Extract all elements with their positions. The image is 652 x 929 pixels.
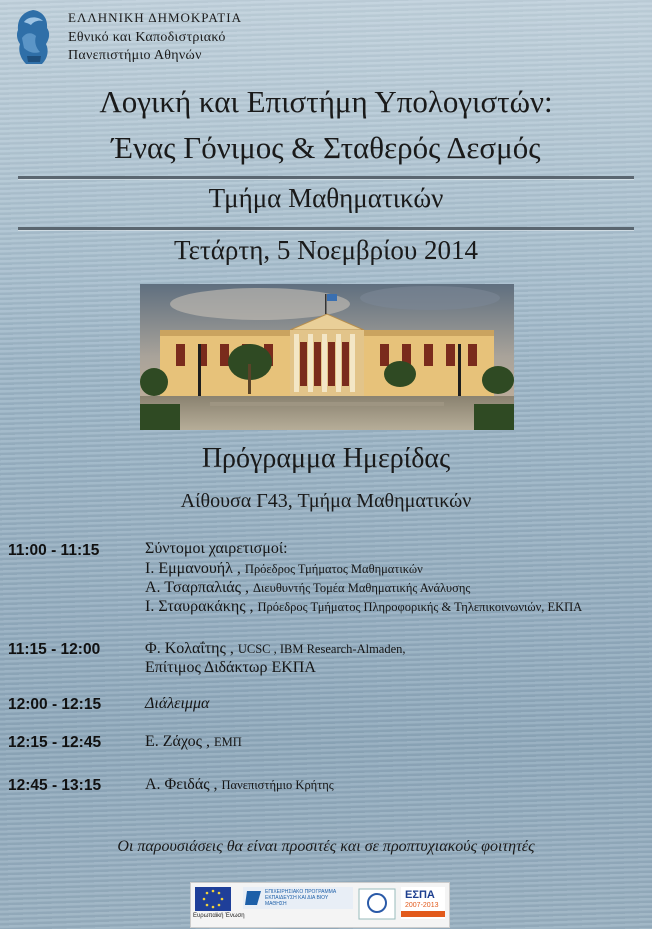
speaker-line <box>145 579 470 597</box>
program-title: Πρόγραμμα Ημερίδας <box>201 443 451 474</box>
audience-note: Οι παρουσιάσεις θα είναι προσιτές και σε προπτυχιακούς φοιτητές <box>117 838 535 855</box>
speaker-line <box>145 640 406 658</box>
speaker-affiliation-line2: Επίτιμος Διδάκτωρ ΕΚΠΑ <box>145 659 316 676</box>
speaker-affiliation: Πανεπιστήμιο Κρήτης <box>221 778 334 792</box>
espa-years: 2007-2013 <box>405 902 439 909</box>
eu-label: Ευρωπαϊκή Ένωση <box>193 913 245 919</box>
speaker-line <box>145 776 334 794</box>
event-date: Τετάρτη, 5 Νοεμβρίου 2014 <box>173 235 479 265</box>
republic-label: ΕΛΛΗΝΙΚΗ ΔΗΜΟΚΡΑΤΙΑ <box>68 10 242 25</box>
espa-label: ΕΣΠΑ <box>405 889 435 901</box>
slot-time: 12:15 - 12:45 <box>8 734 102 751</box>
break-label: Διάλειμμα <box>145 695 210 712</box>
speaker-role: Διευθυντής Τομέα Μαθηματικής Ανάλυσης <box>252 581 471 595</box>
department-label: Τμήμα Μαθηματικών <box>208 183 444 213</box>
slot-time: 12:00 - 12:15 <box>8 696 102 713</box>
speaker-line <box>145 560 423 578</box>
divider <box>18 176 634 179</box>
room-label: Αίθουσα Γ43, Τμήμα Μαθηματικών <box>180 490 472 512</box>
speaker-name: Ε. Ζάχος , <box>145 733 211 750</box>
speaker-role: Πρόεδρος Τμήματος Μαθηματικών <box>244 562 423 576</box>
university-name-line1: Εθνικό και Καποδιστριακό <box>68 30 226 45</box>
event-title-line2: Ένας Γόνιμος & Σταθερός Δεσμός <box>111 130 541 165</box>
speaker-name: Ι. Σταυρακάκης , <box>145 598 254 615</box>
speaker-name: Α. Τσαρπαλιάς , <box>145 579 249 596</box>
event-title-line1: Λογική και Επιστήμη Υπολογιστών: <box>99 84 553 119</box>
divider <box>18 227 634 230</box>
university-building-photo <box>140 284 514 430</box>
speaker-line <box>145 733 242 751</box>
slot-title: Σύντομοι χαιρετισμοί: <box>145 540 288 557</box>
speaker-name: Φ. Κολαΐτης , <box>145 640 234 657</box>
university-name-line2: Πανεπιστήμιο Αθηνών <box>68 48 202 63</box>
speaker-affiliation: UCSC , IBM Research-Almaden, <box>237 642 406 656</box>
speaker-name: Α. Φειδάς , <box>145 776 218 793</box>
speaker-role: Πρόεδρος Τμήματος Πληροφορικής & Τηλεπικοινωνιών, ΕΚΠΑ <box>257 600 583 614</box>
speaker-affiliation: ΕΜΠ <box>214 735 242 749</box>
sponsor-logos <box>190 882 450 928</box>
program-label: ΕΠΙΧΕΙΡΗΣΙΑΚΟ ΠΡΟΓΡΑΜΜΑ ΕΚΠΑΙΔΕΥΣΗ ΚΑΙ ΔΙΑ ΒΙΟΥ ΜΑΘΗΣΗ <box>265 889 336 907</box>
slot-time: 11:15 - 12:00 <box>8 641 101 658</box>
slot-time: 11:00 - 11:15 <box>8 542 100 559</box>
slot-time: 12:45 - 13:15 <box>8 777 102 794</box>
university-seal-icon <box>12 8 54 68</box>
speaker-line <box>145 598 582 616</box>
speaker-name: Ι. Εμμανουήλ , <box>145 560 241 577</box>
